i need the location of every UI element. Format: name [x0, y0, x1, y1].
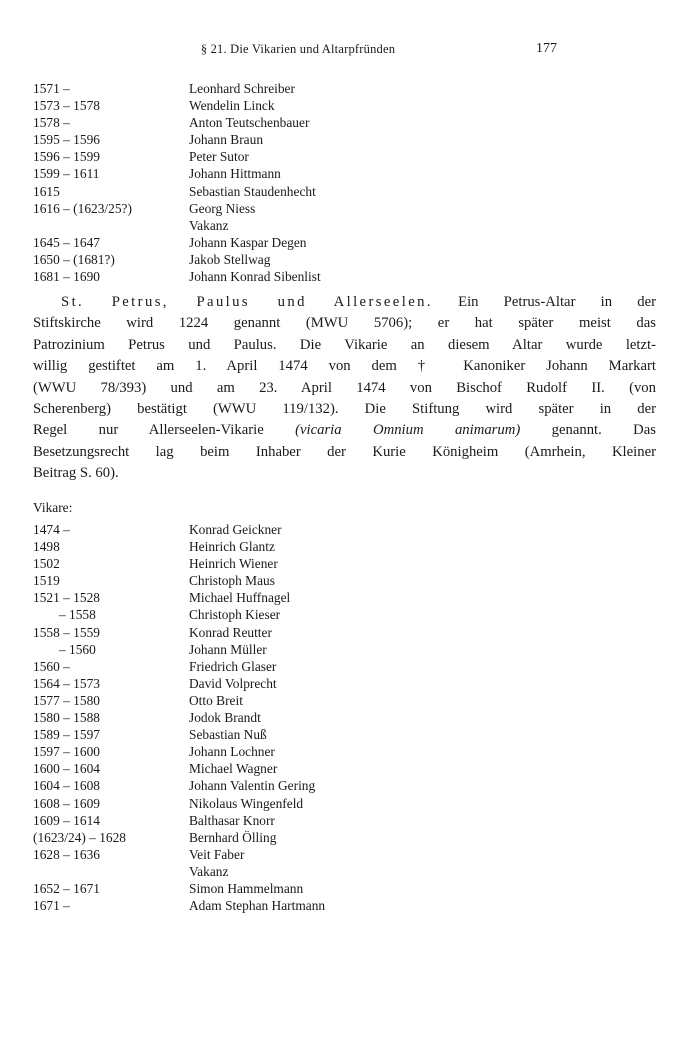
tenure-dates: 1599 – 1611 — [33, 166, 100, 182]
vicar-name: Veit Faber — [189, 846, 245, 862]
list-item — [33, 829, 653, 846]
list-item — [33, 641, 653, 658]
vicar-name: Heinrich Glantz — [189, 539, 275, 555]
vikare-label: Vikare: — [33, 500, 73, 515]
list-item — [33, 183, 653, 200]
list-item — [33, 795, 653, 812]
tenure-dates: 1616 – (1623/25?) — [33, 200, 132, 216]
vicar-name: Vakanz — [189, 863, 229, 879]
paragraph-line — [33, 292, 656, 313]
vicar-name: Georg Niess — [189, 200, 256, 216]
list-item — [33, 863, 653, 880]
tenure-dates: 1596 – 1599 — [33, 149, 100, 165]
vicar-name: Vakanz — [189, 217, 229, 233]
list-item — [33, 251, 653, 268]
list-item — [33, 268, 653, 285]
tenure-dates: 1564 – 1573 — [33, 675, 100, 691]
vicar-name: Heinrich Wiener — [189, 556, 278, 572]
tenure-dates: 1474 – — [33, 522, 70, 537]
vicar-name: Peter Sutor — [189, 149, 249, 165]
tenure-dates: 1628 – 1636 — [33, 846, 100, 862]
list-item — [33, 880, 653, 897]
tenure-dates: 1519 — [33, 573, 60, 589]
tenure-dates: – 1560 — [59, 641, 96, 657]
vicar-name: Otto Breit — [189, 692, 243, 708]
vicar-name: Wendelin Linck — [189, 98, 275, 114]
paragraph-text: Regel nur Allerseelen-Vikarie — [33, 422, 264, 439]
list-item — [33, 200, 653, 217]
list-item — [33, 760, 653, 777]
section-heading: St. Petrus, Paulus und Allerseelen. — [61, 294, 433, 310]
running-head — [0, 42, 700, 60]
paragraph-line: Besetzungsrecht lag beim Inhaber der Kurie Königheim (Amrhein, Kleiner — [33, 443, 656, 460]
vicar-name: Christoph Maus — [189, 573, 275, 589]
tenure-dates: 1502 — [33, 556, 60, 572]
list-item — [33, 521, 653, 538]
tenure-dates: 1577 – 1580 — [33, 692, 100, 708]
list-item — [33, 897, 653, 914]
tenure-dates: 1597 – 1600 — [33, 744, 100, 760]
list-item — [33, 658, 653, 675]
list-item — [33, 148, 653, 165]
vicar-name: David Volprecht — [189, 675, 277, 691]
list-item — [33, 234, 653, 251]
vicar-name: Konrad Reutter — [189, 624, 272, 640]
list-item — [33, 726, 653, 743]
list-item — [33, 777, 653, 794]
vicar-name: Konrad Geickner — [189, 522, 282, 537]
vicar-name: Anton Teutschenbauer — [189, 115, 310, 131]
tenure-dates: 1578 – — [33, 115, 70, 131]
tenure-dates: 1521 – 1528 — [33, 590, 100, 606]
vicar-name: Leonhard Schreiber — [189, 81, 295, 96]
tenure-dates: 1681 – 1690 — [33, 269, 100, 285]
list-item — [33, 97, 653, 114]
tenure-dates: 1571 – — [33, 81, 70, 96]
latin-term: (vicaria Omnium animarum) — [295, 422, 521, 439]
paragraph-line: Patrozinium Petrus und Paulus. Die Vikarie an diesem Altar wurde letzt- — [33, 336, 656, 353]
tenure-dates: 1609 – 1614 — [33, 812, 100, 828]
tenure-dates: – 1558 — [59, 607, 96, 623]
paragraph-line: Beitrag S. 60). — [33, 465, 119, 482]
tenure-dates: 1615 — [33, 183, 60, 199]
list-item — [33, 743, 653, 760]
vicar-name: Johann Konrad Sibenlist — [189, 269, 321, 285]
list-item — [33, 555, 653, 572]
running-title: § 21. Die Vikarien und Altarpfründen — [200, 42, 396, 56]
altar-paragraph — [33, 292, 656, 485]
vicar-name: Simon Hammelmann — [189, 880, 304, 896]
vicars-list-first — [33, 80, 653, 285]
paragraph-line: willig gestiftet am 1. April 1474 von dem † Kanoniker Johann Markart — [33, 358, 656, 375]
list-item — [33, 675, 653, 692]
vicar-name: Bernhard Ölling — [189, 829, 277, 845]
vicar-name: Johann Müller — [189, 641, 267, 657]
vicar-name: Johann Hittmann — [189, 166, 281, 182]
paragraph-line: (WWU 78/393) und am 23. April 1474 von Bischof Rudolf II. (von — [33, 379, 656, 396]
tenure-dates: 1573 – 1578 — [33, 98, 100, 114]
vicar-name: Michael Wagner — [189, 761, 278, 777]
paragraph-text: genannt. Das — [551, 422, 657, 439]
list-item — [33, 131, 653, 148]
tenure-dates: 1645 – 1647 — [33, 234, 100, 250]
list-item — [33, 692, 653, 709]
list-item — [33, 624, 653, 641]
tenure-dates: 1650 – (1681?) — [33, 251, 115, 267]
tenure-dates: (1623/24) – 1628 — [33, 829, 126, 845]
tenure-dates: 1595 – 1596 — [33, 132, 100, 148]
tenure-dates: 1600 – 1604 — [33, 761, 100, 777]
vicar-name: Johann Kaspar Degen — [189, 234, 307, 250]
tenure-dates: 1671 – — [33, 898, 70, 914]
vicar-name: Johann Lochner — [189, 744, 275, 760]
list-item — [33, 606, 653, 623]
list-item — [33, 589, 653, 606]
vicar-name: Michael Huffnagel — [189, 590, 291, 606]
paragraph-line: Scherenberg) bestätigt (WWU 119/132). Die Stiftung wird später in der — [33, 400, 656, 417]
vicar-name: Johann Valentin Gering — [189, 778, 316, 794]
list-item — [33, 846, 653, 863]
tenure-dates: 1589 – 1597 — [33, 727, 100, 743]
tenure-dates: 1558 – 1559 — [33, 624, 100, 640]
vicar-name: Balthasar Knorr — [189, 812, 275, 828]
list-item — [33, 165, 653, 182]
list-item — [33, 114, 653, 131]
tenure-dates: 1560 – — [33, 658, 70, 674]
paragraph-line — [33, 420, 656, 441]
vicar-name: Johann Braun — [189, 132, 264, 148]
vicar-name: Christoph Kieser — [189, 607, 281, 623]
list-item — [33, 538, 653, 555]
vicars-list-second — [33, 521, 653, 914]
list-item — [33, 812, 653, 829]
paragraph-text: Ein Petrus-Altar in der — [458, 294, 656, 310]
vicar-name: Friedrich Glaser — [189, 658, 277, 674]
vicar-name: Sebastian Nuß — [189, 727, 267, 743]
vicar-name: Jodok Brandt — [189, 710, 261, 726]
tenure-dates: 1498 — [33, 539, 60, 555]
tenure-dates: 1580 – 1588 — [33, 710, 100, 726]
list-item — [33, 217, 653, 234]
paragraph-line: Stiftskirche wird 1224 genannt (MWU 5706); er hat später meist das — [33, 315, 656, 332]
page-number: 177 — [536, 41, 557, 56]
tenure-dates: 1608 – 1609 — [33, 795, 100, 811]
vicar-name: Sebastian Staudenhecht — [189, 183, 316, 199]
list-item — [33, 572, 653, 589]
tenure-dates: 1604 – 1608 — [33, 778, 100, 794]
vicar-name: Jakob Stellwag — [189, 251, 271, 267]
list-item — [33, 80, 653, 97]
vicar-name: Nikolaus Wingenfeld — [189, 795, 304, 811]
list-item — [33, 709, 653, 726]
tenure-dates: 1652 – 1671 — [33, 880, 100, 896]
vicar-name: Adam Stephan Hartmann — [189, 898, 326, 914]
